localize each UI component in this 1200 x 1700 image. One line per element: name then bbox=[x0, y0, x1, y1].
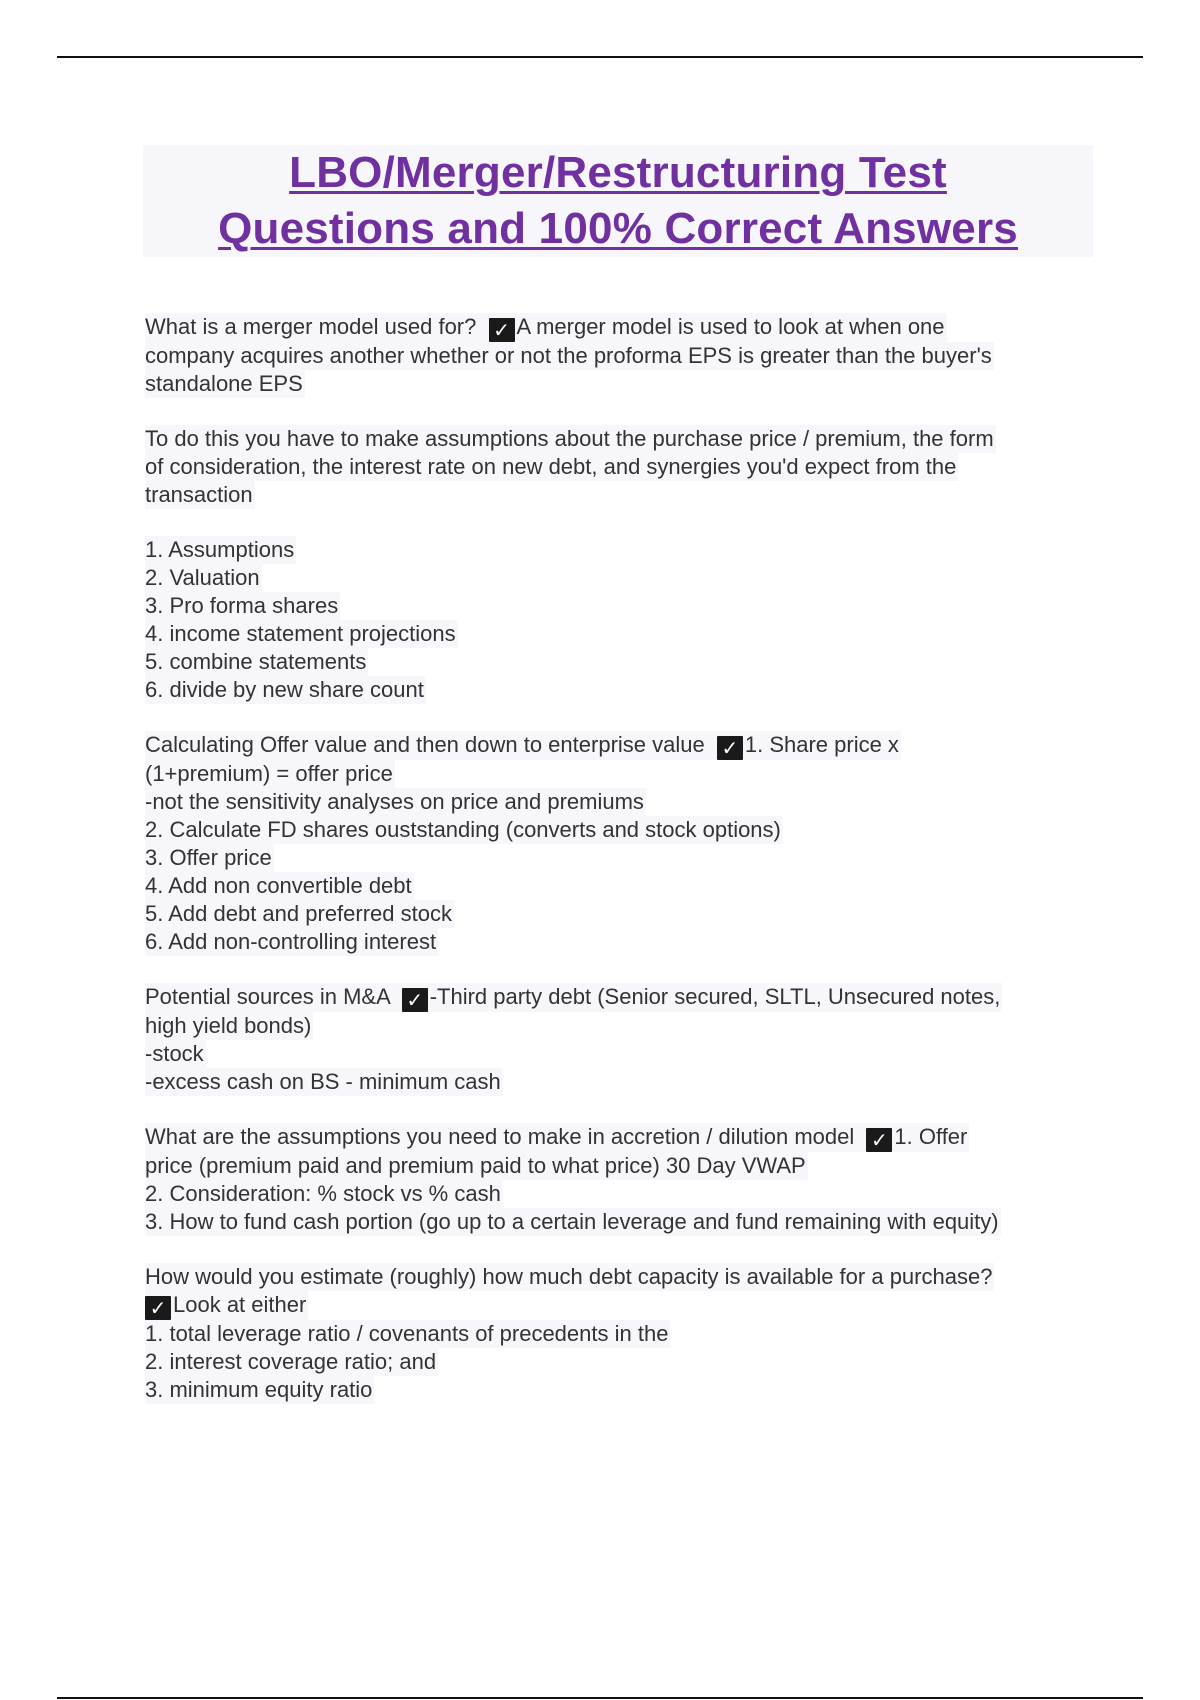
answer-line: 4. Add non convertible debt bbox=[145, 873, 412, 898]
qa-sources bbox=[145, 983, 1093, 1096]
answer-line: price (premium paid and premium paid to what price) 30 Day VWAP bbox=[145, 1153, 806, 1178]
qa-line bbox=[145, 1123, 1093, 1152]
answer-text: A merger model is used to look at when one bbox=[516, 314, 945, 339]
answer-line: company acquires another whether or not the proforma EPS is greater than the buyer's bbox=[145, 343, 992, 368]
assumptions-paragraph bbox=[145, 425, 1093, 509]
list-item: 2. Valuation bbox=[145, 565, 260, 590]
answer-line: -excess cash on BS - minimum cash bbox=[145, 1069, 501, 1094]
steps-list bbox=[145, 536, 1093, 704]
question-text: What are the assumptions you need to make in accretion / dilution model bbox=[145, 1124, 855, 1149]
qa-line bbox=[145, 1291, 1093, 1320]
answer-line: 3. minimum equity ratio bbox=[145, 1377, 373, 1402]
qa-accretion-dilution bbox=[145, 1123, 1093, 1236]
title-block bbox=[143, 145, 1093, 257]
list-item: 4. income statement projections bbox=[145, 621, 456, 646]
qa-content bbox=[145, 313, 1093, 1431]
answer-line: -stock bbox=[145, 1041, 204, 1066]
answer-line: 3. Offer price bbox=[145, 845, 272, 870]
paragraph-line: of consideration, the interest rate on new debt, and synergies you'd expect from the bbox=[145, 454, 957, 479]
title-line-1: LBO/Merger/Restructuring Test bbox=[289, 148, 947, 197]
bottom-rule bbox=[57, 1697, 1143, 1699]
answer-line: 6. Add non-controlling interest bbox=[145, 929, 437, 954]
top-rule bbox=[57, 56, 1143, 58]
question-text: Calculating Offer value and then down to enterprise value bbox=[145, 732, 705, 757]
answer-text: 1. Offer bbox=[894, 1124, 968, 1149]
answer-line: -not the sensitivity analyses on price and premiums bbox=[145, 789, 644, 814]
list-item: 3. Pro forma shares bbox=[145, 593, 339, 618]
answer-line: 5. Add debt and preferred stock bbox=[145, 901, 452, 926]
answer-line: standalone EPS bbox=[145, 371, 303, 396]
qa-debt-capacity bbox=[145, 1263, 1093, 1404]
list-item: 1. Assumptions bbox=[145, 537, 295, 562]
answer-line: 2. Calculate FD shares ouststanding (converts and stock options) bbox=[145, 817, 781, 842]
list-item: 5. combine statements bbox=[145, 649, 367, 674]
answer-line: 2. interest coverage ratio; and bbox=[145, 1349, 437, 1374]
qa-line bbox=[145, 1263, 1093, 1291]
check-icon: ✓ bbox=[489, 318, 515, 342]
qa-merger-model bbox=[145, 313, 1093, 398]
check-icon: ✓ bbox=[866, 1128, 892, 1152]
check-icon: ✓ bbox=[145, 1296, 171, 1320]
question-text: Potential sources in M&A bbox=[145, 984, 390, 1009]
qa-line bbox=[145, 313, 1093, 342]
answer-text: Look at either bbox=[173, 1292, 307, 1317]
question-text: What is a merger model used for? bbox=[145, 314, 477, 339]
answer-line: (1+premium) = offer price bbox=[145, 761, 393, 786]
check-icon: ✓ bbox=[717, 736, 743, 760]
qa-line bbox=[145, 983, 1093, 1012]
title-line-2: Questions and 100% Correct Answers bbox=[218, 204, 1018, 253]
question-text: How would you estimate (roughly) how much debt capacity is available for a purchase? bbox=[145, 1264, 993, 1289]
list-item: 6. divide by new share count bbox=[145, 677, 424, 702]
answer-line: 2. Consideration: % stock vs % cash bbox=[145, 1181, 501, 1206]
answer-text: -Third party debt (Senior secured, SLTL, Unsecured notes, bbox=[429, 984, 1001, 1009]
answer-line: 1. total leverage ratio / covenants of precedents in the bbox=[145, 1321, 669, 1346]
answer-line: 3. How to fund cash portion (go up to a certain leverage and fund remaining with equity) bbox=[145, 1209, 999, 1234]
answer-text: 1. Share price x bbox=[744, 732, 899, 757]
paragraph-line: transaction bbox=[145, 482, 253, 507]
qa-offer-value bbox=[145, 731, 1093, 956]
check-icon: ✓ bbox=[402, 988, 428, 1012]
qa-line bbox=[145, 731, 1093, 760]
answer-line: high yield bonds) bbox=[145, 1013, 312, 1038]
paragraph-line: To do this you have to make assumptions about the purchase price / premium, the form bbox=[145, 426, 994, 451]
